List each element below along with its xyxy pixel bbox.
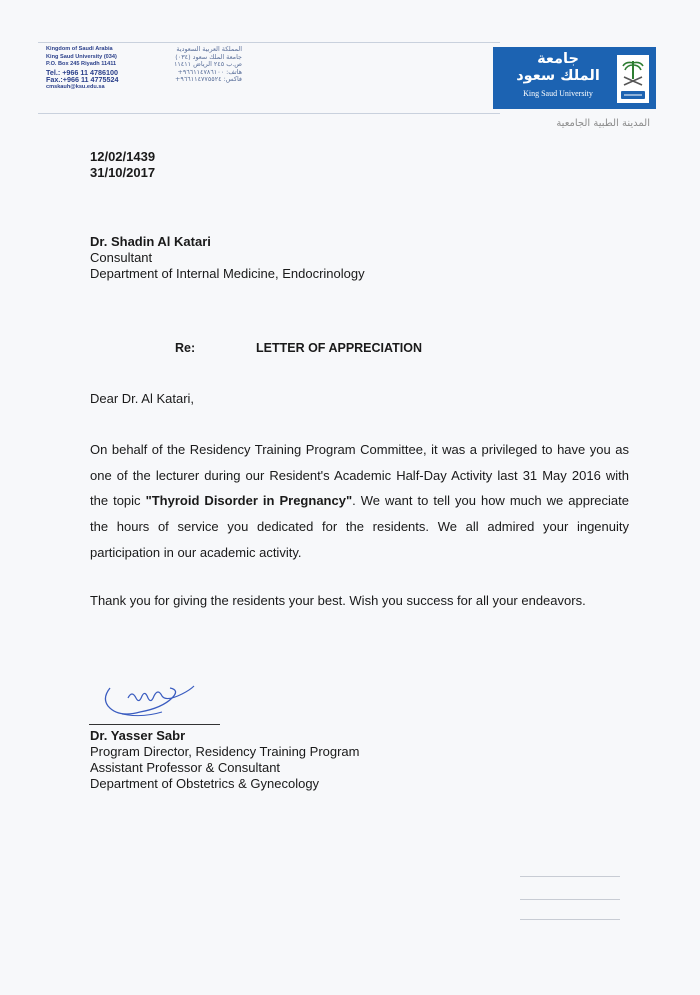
letterhead-tel: Tel.: +966 11 4786100 <box>46 67 118 77</box>
logo-arabic-line1: جامعة <box>537 51 579 67</box>
re-label: Re: <box>175 341 196 355</box>
letterhead-fax: Fax.:+966 11 4775524 <box>46 75 119 85</box>
logo-english-name: King Saud University <box>523 89 593 98</box>
letterhead-po-box: P.O. Box 245 Riyadh 11411 <box>46 61 117 68</box>
letterhead-email: cmskauh@ksu.edu.sa <box>46 83 105 90</box>
signature-line <box>89 724 220 725</box>
letterhead-arabic-line: جامعة الملك سعود (٠٣٤) <box>175 52 242 61</box>
para1-text-start: On behalf of the Residency Training Program Committee, it was a privileged to have you as one of the lecturer during our Resident's Academic Half-Day Activity last 31 May 2016 with the topic <box>90 442 629 509</box>
recipient-name: Dr. Shadin Al Katari <box>90 234 211 249</box>
recipient-department: Department of Internal Medicine, Endocrinology <box>90 266 365 281</box>
stamp-field-line <box>520 913 650 925</box>
letterhead-arabic-line: هاتف: ٩٦٦١١٤٧٨٦١٠٠+ <box>177 67 242 76</box>
lecture-topic: "Thyroid Disorder in Pregnancy" <box>145 493 353 509</box>
letterhead-arabic-line: فاكس: ٩٦٦١١٤٧٧٥٥٢٤+ <box>175 75 242 84</box>
signer-department: Department of Obstetrics & Gynecology <box>90 776 320 791</box>
letterhead-arabic-line: ص.ب ٢٤٥ الرياض ١١٤١١ <box>173 60 242 69</box>
signer-position: Program Director, Residency Training Program <box>90 744 360 759</box>
signer-block <box>90 728 360 792</box>
letterhead-country: Kingdom of Saudi Arabia <box>46 46 113 52</box>
signer-rank: Assistant Professor & Consultant <box>90 760 281 775</box>
logo-arabic-line2: الملك سعود <box>516 68 600 84</box>
logo-arabic-name <box>505 51 611 85</box>
salutation: Dear Dr. Al Katari, <box>90 391 195 406</box>
letterhead-arabic-line: المملكة العربية السعودية <box>176 45 242 53</box>
hijri-date: 12/02/1439 <box>90 149 156 164</box>
body-paragraph-1 <box>90 437 629 566</box>
body-paragraph-2: Thank you for giving the residents your best. Wish you success for all your endeavors. <box>90 593 586 608</box>
stamp-field-line <box>520 893 650 905</box>
letterhead-arabic-address <box>152 46 242 84</box>
letter-subject: LETTER OF APPRECIATION <box>256 341 422 355</box>
stamp-field-line <box>520 870 650 882</box>
signer-name: Dr. Yasser Sabr <box>90 728 186 743</box>
campus-arabic-name: المدينة الطبية الجامعية <box>556 118 650 129</box>
letterhead-university: King Saud University (034) <box>46 53 117 60</box>
university-logo <box>493 47 656 109</box>
recipient-title: Consultant <box>90 250 153 265</box>
letter-dates <box>90 149 155 181</box>
para1-text-end: . We want to tell you how much we appreciate the hours of service you dedicated for the residents. We all admired your ingenuity participation in our academic activity. <box>90 493 629 560</box>
letterhead-english-address <box>46 46 156 92</box>
recipient-block <box>90 234 365 282</box>
handwritten-signature <box>92 668 200 724</box>
gregorian-date: 31/10/2017 <box>90 165 156 180</box>
palm-swords-emblem-icon <box>617 55 649 103</box>
